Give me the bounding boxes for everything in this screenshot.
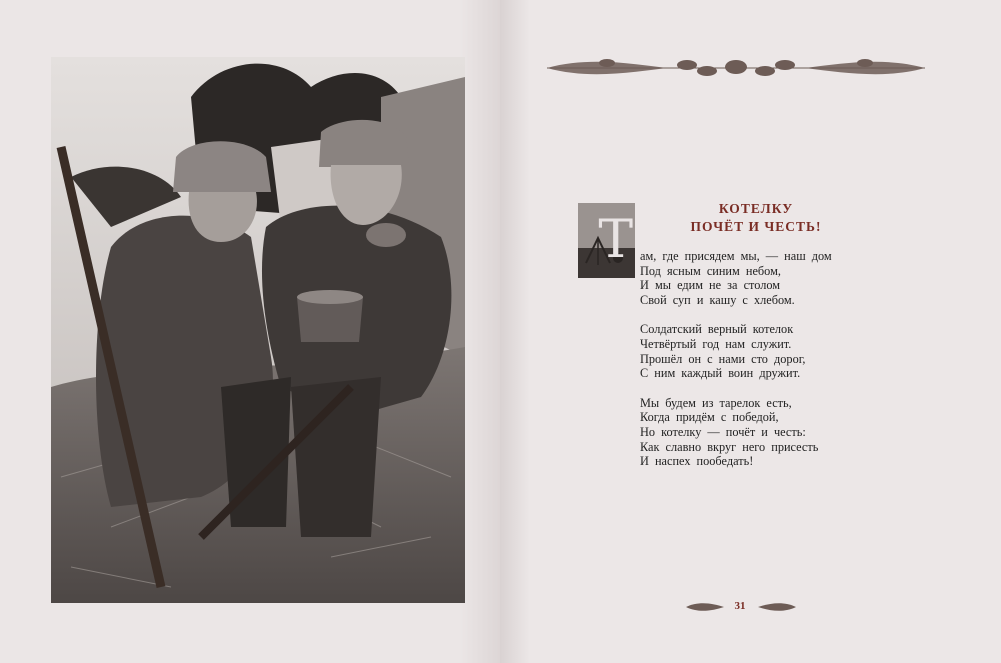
floral-ornament-header [547,55,925,81]
poem-line: ам, где присядем мы, — наш дом [640,249,832,263]
poem-line: Под ясным синим небом, [640,263,781,278]
poem-line: С ним каждый воин дружит. [640,366,801,381]
poem-line: Прошёл он с нами сто дорог, [640,351,806,366]
poem-line: Мы будем из тарелок есть, [640,395,792,410]
page-number: 31 [734,600,746,612]
drop-cap-illustration [578,203,635,278]
poem-title [640,200,872,236]
poem-line: Солдатский верный котелок [640,322,794,337]
poem-line: Но котелку — почёт и честь: [640,424,806,439]
left-page [0,0,500,663]
poem-line: И наспех пообедать! [640,454,754,469]
stanza [640,322,900,380]
poem-body [640,249,900,484]
poem-line: Как славно вкруг него присесть [640,439,819,454]
poem-line: И мы едим не за столом [640,278,781,293]
title-line: КОТЕЛКУ [718,201,794,216]
poem-line: Свой суп и кашу с хлебом. [640,292,795,307]
soldiers-eating-photo [51,57,465,603]
stanza [640,396,900,469]
title-line: ПОЧЁТ И ЧЕСТЬ! [690,219,822,234]
drop-cap-letter: Т [598,210,633,270]
poem-line: Четвёртый год нам служит. [640,336,792,351]
stanza [640,249,900,307]
poem-line: Когда придём с победой, [640,410,779,425]
